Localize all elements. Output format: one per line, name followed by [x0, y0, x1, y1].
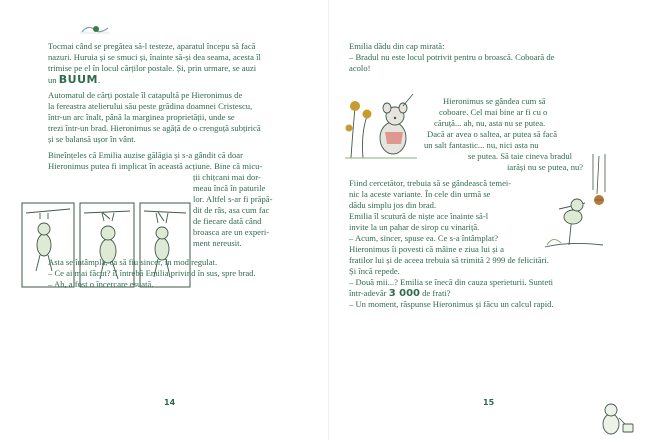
text-line: nazuri. Huruia și se smuci și, înainte să-și dea seama, acesta îl — [48, 52, 261, 62]
text-line: Și încă repede. — [349, 266, 400, 276]
text-line: dit de râs, asa cum fac — [193, 205, 270, 215]
text-line: dădu simplu jos din brad. — [349, 200, 437, 210]
right-page — [329, 0, 657, 440]
text-line: Hieronimus putea fi implicat în această acțiune. Bine că micu- — [48, 161, 263, 171]
left-page — [0, 0, 328, 440]
text-line: Emilia îl scutură de niște ace înainte să-l — [349, 211, 489, 221]
text-line: – Două mii...? Emilia se înecă din cauza sperieturii. Sunteti — [349, 277, 554, 287]
page-number: 14 — [164, 398, 176, 407]
text-line: lor. Altfel s-ar fi prăpă- — [193, 194, 273, 204]
text-line: fratilor lui și de aceea trebuia să trimită 2 999 de felicitări. — [349, 255, 549, 265]
text-line: – Acum, sincer, spuse ea. Ce s-a întâmplat? — [349, 233, 499, 243]
text-line: trezi într-un brad. Hieronimus se agăță de o crenguță subțirică — [48, 123, 261, 133]
text-line: broasca are un experi- — [193, 227, 270, 237]
flying-frog-doodle-icon — [80, 22, 110, 36]
text-line: și se balansă ușor în vânt. — [48, 134, 136, 144]
text-line: Fiind cercetător, trebuia să se gândească temei- — [349, 178, 512, 188]
text-line: Tocmai când se pregătea să-l testeze, aparatul începu să facă — [48, 41, 256, 51]
mouse-with-flowers-illustration — [341, 88, 421, 163]
text-line: într-un arc înalt, până la marginea proprietății, unde se — [48, 112, 235, 122]
text-line: Dacă ar avea o saltea, ar putea să facă — [427, 129, 558, 139]
text-line: nic la aceste variante. În cele din urmă se — [349, 189, 491, 199]
text-line: Bineînțeles că Emilia auzise gălăgia și s-a gândit că doar — [48, 150, 243, 160]
text-fragment: de frati? — [422, 288, 451, 298]
text-line: Automatul de cărți postale îl catapultă pe Hieronimus de — [48, 90, 243, 100]
page-number: 15 — [483, 398, 495, 407]
text-line: coboare. Cel mai bine ar fi cu o — [439, 107, 548, 117]
text-line-with-boom: un BUUM. — [48, 73, 101, 86]
text-line: ment nereusit. — [193, 238, 242, 248]
frog-on-branch-illustration — [539, 185, 609, 255]
text-line: Asta se întâmpla, ca să fiu sincer, în mod regulat. — [48, 257, 218, 267]
text-fragment: un — [48, 75, 57, 85]
big-number: 3 000 — [388, 288, 421, 299]
text-line: Hieronimus se gândea cum să — [443, 96, 546, 106]
text-line: – Bradul nu este locul potrivit pentru o broască. Coboară de — [349, 52, 555, 62]
text-line: de fiecare dată când — [193, 216, 262, 226]
text-line: ții chițcani mai dor- — [193, 172, 261, 182]
corner-frog-icon — [591, 398, 641, 438]
text-line: Emilia dădu din cap mirată: — [349, 41, 445, 51]
text-line: Hieronimus îi povesti că mâine e ziua lui și a — [349, 244, 504, 254]
text-line: iarăși nu se putea, nu? — [507, 162, 584, 172]
text-fragment: într-adevăr — [349, 288, 387, 298]
text-line-with-number — [349, 288, 451, 299]
boom-word: BUUM — [58, 73, 98, 86]
text-line: – Un moment, răspunse Hieronimus și făcu un calcul rapid. — [349, 299, 554, 309]
text-line: la fereastra atelierului său peste grădina doamnei Cristescu, — [48, 101, 253, 111]
text-line: trimise pe el în locul cărților postale. Și, prin urmare, se auzi — [48, 63, 257, 73]
text-line: acolo! — [349, 63, 371, 73]
text-line: invite la un pahar de sirop cu vinariță. — [349, 222, 480, 232]
text-line: căruță... ah, nu, asta nu se putea. — [434, 118, 546, 128]
text-line: – Ce ai mai făcut? îl întrebă Emilia privind în sus, spre brad. — [48, 268, 256, 278]
text-line: un salt fantastic... nu, nici asta nu — [424, 140, 539, 150]
text-line: se putea. Să taie cineva bradul — [468, 151, 573, 161]
text-line: – Ah, a fost o încercare esuată. — [48, 279, 154, 289]
text-line: meau încă în paturile — [193, 183, 266, 193]
